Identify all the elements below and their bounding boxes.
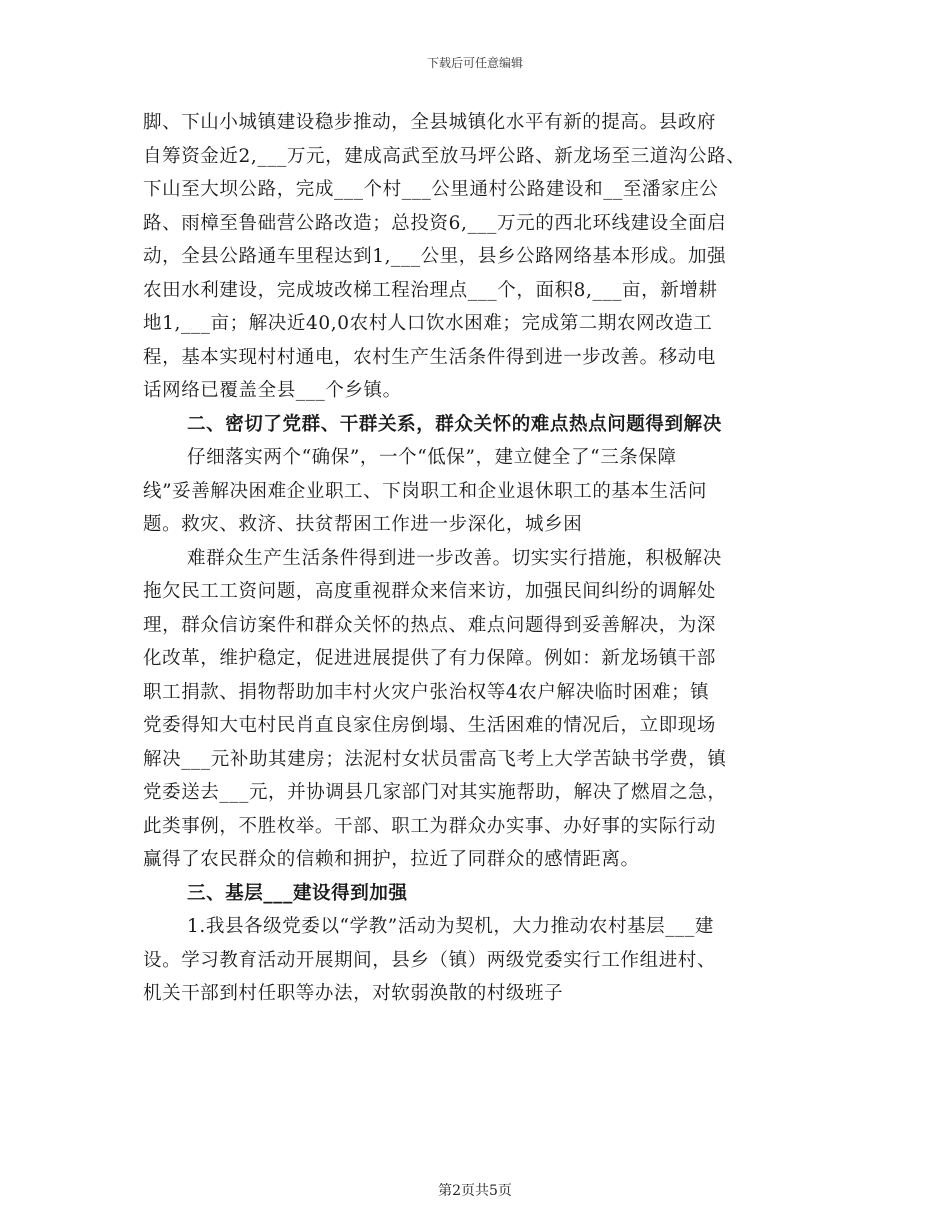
body-line: 路、雨樟至鲁础营公路改造；总投资6,___万元的西北环线建设全面启 — [143, 212, 727, 234]
section-heading-3: 三、基层___建设得到加强 — [187, 882, 408, 904]
section-heading-2: 二、密切了党群、干群关系，群众关怀的难点热点问题得到解决 — [187, 413, 722, 435]
page-number: 第2页共5页 — [438, 1183, 512, 1199]
body-line: 化改革，维护稳定，促进进展提供了有力保障。例如：新龙场镇干部 — [143, 648, 717, 669]
body-line: 题。救灾、救济、扶贫帮困工作进一步深化，城乡困 — [143, 514, 583, 535]
body-line: 动，全县公路通车里程达到1,___公里，县乡公路网络基本形成。加强 — [143, 246, 727, 267]
body-line: 仔细落实两个“确保”，一个“低保”，建立健全了“三条保障 — [187, 447, 677, 468]
document-body — [143, 106, 813, 1011]
body-line: 解决___元补助其建房；法泥村女状员雷高飞考上大学苦缺书学费，镇 — [143, 748, 727, 770]
body-line: 此类事例，不胜枚举。干部、职工为群众办实事、办好事的实际行动 — [143, 815, 717, 837]
body-line: 党委送去___元，并协调县几家部门对其实施帮助，解决了燃眉之急， — [143, 782, 727, 803]
body-line: 地1,___亩；解决近40,0农村人口饮水困难；完成第二期农网改造工 — [143, 313, 713, 334]
body-line: 线”妥善解决困难企业职工、下岗职工和企业退休职工的基本生活问 — [143, 480, 707, 502]
body-line: 1.我县各级党委以“学教”活动为契机，大力推动农村基层___建 — [187, 916, 714, 937]
page-header: 下载后可任意编辑 — [426, 56, 523, 70]
body-line: 脚、下山小城镇建设稳步推动，全县城镇化水平有新的提高。县政府 — [143, 112, 717, 133]
body-line: 拖欠民工工资问题，高度重视群众来信来访，加强民间纠纷的调解处 — [143, 581, 717, 602]
body-line: 程，基本实现村村通电，农村生产生活条件得到进一步改善。移动电 — [143, 346, 717, 368]
body-line: 机关干部到村任职等办法，对软弱涣散的村级班子 — [143, 983, 564, 1004]
body-line: 难群众生产生活条件得到进一步改善。切实实行措施，积极解决 — [187, 547, 722, 569]
body-line: 职工捐款、捐物帮助加丰村火灾户张治权等4农户解决临时困难；镇 — [143, 681, 710, 703]
body-line: 自筹资金近2,___万元，建成高武至放马坪公路、新龙场至三道沟公路、 — [143, 145, 746, 167]
body-line: 话网络已覆盖全县___个乡镇。 — [143, 380, 402, 401]
body-line: 设。学习教育活动开展期间，县乡（镇）两级党委实行工作组进村、 — [143, 949, 717, 971]
body-line: 下山至大坝公路，完成___个村___公里通村公路建设和__至潘家庄公 — [143, 179, 719, 200]
body-line: 理，群众信访案件和群众关怀的热点、难点问题得到妥善解决，为深 — [143, 614, 717, 636]
body-line: 党委得知大屯村民肖直良家住房倒塌、生活困难的情况后，立即现场 — [143, 715, 717, 736]
body-line: 赢得了农民群众的信赖和拥护，拉近了同群众的感情距离。 — [143, 849, 640, 870]
body-line: 农田水利建设，完成坡改梯工程治理点___个，面积8,___亩，新增耕 — [143, 279, 718, 301]
